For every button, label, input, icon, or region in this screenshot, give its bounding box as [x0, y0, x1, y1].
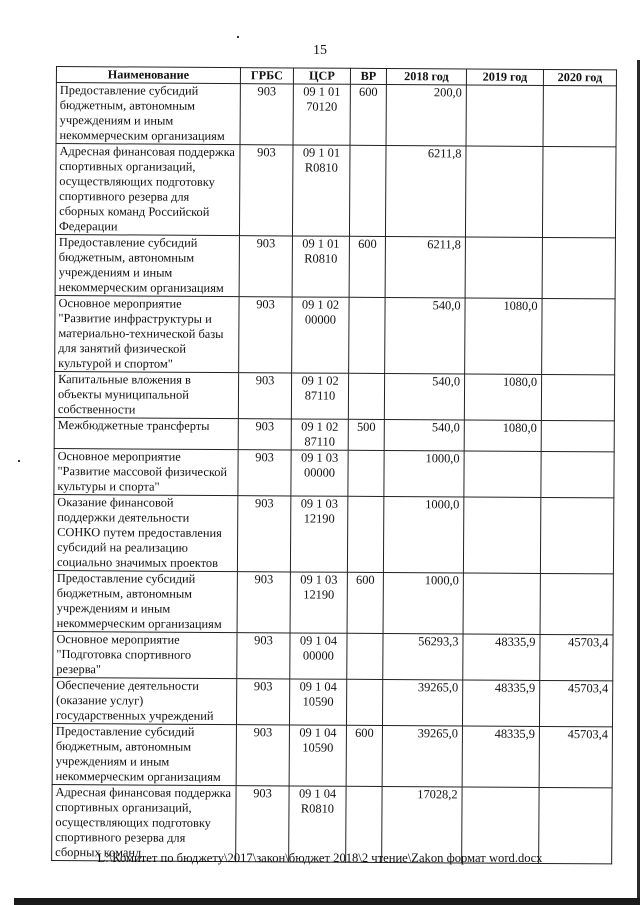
row-2019: 1080,0: [465, 298, 542, 374]
row-vr: 600: [347, 572, 383, 633]
row-2018: 6211,8: [385, 237, 465, 298]
row-grbs: 903: [236, 679, 289, 725]
row-2018: 200,0: [386, 85, 466, 146]
row-2020: [540, 573, 613, 634]
row-2019: [463, 573, 540, 634]
row-grbs: 903: [240, 84, 293, 145]
row-vr: 600: [346, 725, 382, 786]
row-name: Основное мероприятие "Подготовка спортивного резерва": [53, 631, 237, 678]
row-2018: 39265,0: [382, 726, 462, 787]
table-row: [52, 677, 612, 726]
row-grbs: 903: [238, 450, 291, 496]
row-name: Межбюджетные трансферты: [54, 417, 238, 449]
table-row: [55, 144, 616, 238]
row-2018: 540,0: [384, 374, 464, 420]
header-name: Наименование: [56, 67, 240, 84]
row-grbs: 903: [236, 725, 289, 786]
row-2018: 6211,8: [385, 146, 466, 237]
row-vr: 600: [349, 236, 385, 297]
row-name: Адресная финансовая поддержка спортивных организаций, осуществляющих подготовку спортивного резерва для сборных команд: [52, 784, 236, 861]
table-row: [56, 83, 616, 147]
row-csr: 09 1 03 12190: [290, 496, 347, 572]
row-vr: [347, 633, 383, 679]
row-csr: 09 1 02 00000: [292, 297, 349, 373]
row-grbs: 903: [237, 496, 290, 572]
file-path-footer: L:\Комитет по бюджету\2017\закон\бюджет 2018\2 чтение\Zakon формат word.docx: [97, 851, 543, 865]
row-name: Предоставление субсидий бюджетным, автономным учреждениям и иным некоммерческим организациям: [55, 234, 239, 296]
row-grbs: 903: [239, 145, 293, 236]
row-2020: [542, 146, 616, 237]
table-row: [54, 448, 614, 497]
row-grbs: 903: [238, 373, 291, 419]
row-name: Оказание финансовой поддержки деятельности СОНКО путем предоставления субсидий на реализацию социально значимых проектов: [53, 494, 237, 571]
row-2020: 45703,4: [539, 680, 612, 726]
row-grbs: 903: [237, 633, 290, 679]
header-2019: 2019 год: [466, 69, 543, 85]
row-2019: 48335,9: [463, 634, 540, 680]
budget-table: [51, 66, 617, 864]
row-2019: 1080,0: [464, 374, 541, 420]
row-csr: 09 1 01 R0810: [292, 145, 350, 236]
row-2020: [542, 237, 615, 298]
header-csr: ЦСР: [293, 68, 350, 84]
row-2019: 1080,0: [464, 420, 541, 451]
row-2020: [540, 497, 613, 573]
row-csr: 09 1 03 12190: [290, 572, 347, 633]
row-2019: 48335,9: [462, 680, 539, 726]
table-row: [55, 234, 615, 298]
row-grbs: 903: [236, 786, 289, 862]
row-vr: [348, 450, 384, 496]
row-vr: [347, 496, 383, 572]
row-2018: 540,0: [384, 420, 464, 451]
row-csr: 09 1 02 87110: [291, 373, 348, 419]
row-csr: 09 1 04 00000: [290, 633, 347, 679]
budget-table-wrapper: [51, 66, 616, 864]
row-vr: [348, 373, 384, 419]
scan-speck: [237, 36, 239, 38]
scan-edge-bottom: [14, 898, 640, 905]
row-name: Адресная финансовая поддержка спортивных организаций, осуществляющих подготовку спортивного резерва для сборных команд Российской Федерации: [55, 144, 240, 236]
row-2020: [542, 298, 615, 374]
table-row: [54, 417, 614, 451]
table-row: [53, 570, 613, 634]
row-2018: 540,0: [385, 298, 465, 374]
header-grbs: ГРБС: [240, 68, 293, 84]
row-name: Обеспечение деятельности (оказание услуг) государственных учреждений: [52, 677, 236, 724]
row-csr: 09 1 03 00000: [291, 450, 348, 496]
header-2020: 2020 год: [543, 69, 616, 85]
table-row: [53, 494, 613, 573]
row-2020: [541, 420, 614, 451]
row-name: Капитальные вложения в объекты муниципальной собственности: [54, 371, 238, 418]
row-name: Предоставление субсидий бюджетным, автономным учреждениям и иным некоммерческим организациям: [56, 83, 240, 145]
row-2019: 48335,9: [462, 726, 539, 787]
row-2020: [543, 85, 616, 146]
row-grbs: 903: [239, 236, 292, 297]
row-vr: 600: [350, 84, 386, 145]
table-row: [55, 295, 615, 374]
row-vr: [349, 297, 385, 373]
row-grbs: 903: [238, 419, 291, 450]
table-row: [53, 631, 613, 680]
header-vr: ВР: [350, 68, 386, 84]
row-2018: 1000,0: [384, 451, 464, 497]
row-2019: [464, 451, 541, 497]
row-2018: 39265,0: [382, 680, 462, 726]
row-csr: 09 1 04 R0810: [289, 786, 346, 862]
row-2018: 56293,3: [383, 634, 463, 680]
row-name: Предоставление субсидий бюджетным, автономным учреждениям и иным некоммерческим организациям: [53, 570, 237, 632]
table-row: [54, 371, 614, 420]
row-2018: 1000,0: [383, 573, 463, 634]
row-2020: [541, 374, 614, 420]
header-2018: 2018 год: [386, 69, 466, 85]
row-vr: [349, 145, 386, 236]
row-csr: 09 1 01 R0810: [292, 236, 349, 297]
row-name: Основное мероприятие "Развитие инфраструктуры и материально-технической базы для занятий физической культурой и спортом": [55, 295, 239, 372]
row-vr: [346, 679, 382, 725]
scan-speck: [18, 460, 20, 462]
table-row: [52, 723, 612, 787]
row-2020: 45703,4: [540, 634, 613, 680]
row-2019: [463, 497, 540, 573]
row-csr: 09 1 04 10590: [289, 725, 346, 786]
row-grbs: 903: [237, 572, 290, 633]
row-csr: 09 1 01 70120: [293, 84, 350, 145]
row-csr: 09 1 02 87110: [291, 419, 348, 450]
row-2019: [465, 146, 543, 237]
row-grbs: 903: [239, 297, 292, 373]
row-name: Основное мероприятие "Развитие массовой физической культуры и спорта": [54, 448, 238, 495]
row-2018: 1000,0: [383, 497, 463, 573]
row-csr: 09 1 04 10590: [289, 679, 346, 725]
row-vr: 500: [348, 419, 384, 450]
row-2018: 17028,2: [382, 787, 462, 863]
row-2019: [466, 85, 543, 146]
row-2020: 45703,4: [539, 726, 612, 787]
row-2019: [465, 237, 542, 298]
row-2020: [541, 451, 614, 497]
row-name: Предоставление субсидий бюджетным, автономным учреждениям и иным некоммерческим организациям: [52, 723, 236, 785]
page-number: 15: [313, 43, 327, 58]
